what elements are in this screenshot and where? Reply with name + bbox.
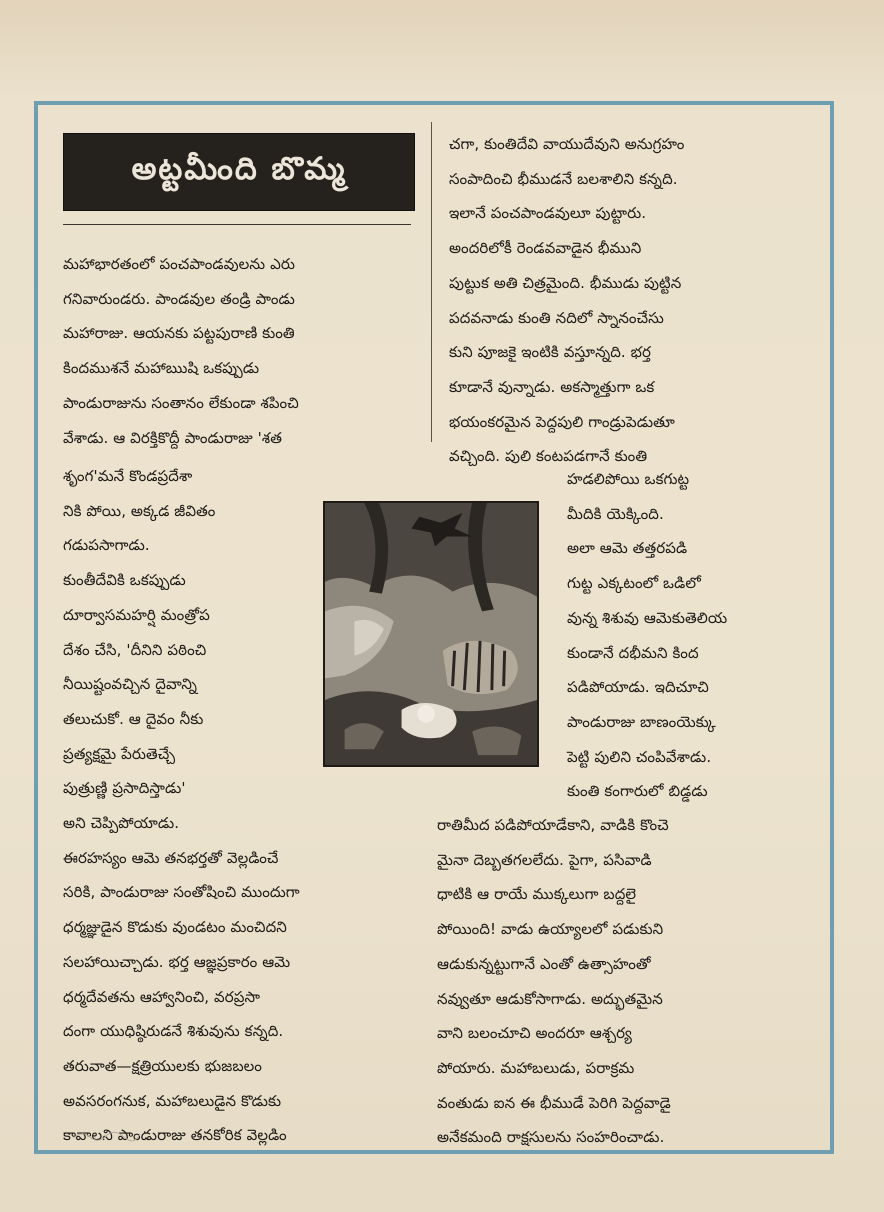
right-column-paragraph-1: చగా, కుంతిదేవి వాయుదేవుని అనుగ్రహం సంపాదించి భీముడనే బలశాలిని కన్నది. ఇలానే పంచపాండవులూ పుట్టారు. అందరిలోకీ రెండవవాడైన భీముని పుట్టుక అతి చిత్రమైంది. భీముడు పుట్టిన పదవనాడు కుంతి నదిలో స్నానంచేసు కుని పూజకై ఇంటికి వస్తూన్నది. భర్త కూడానే వున్నాడు. అకస్మాత్తుగా ఒక భయంకరమైన పెద్దపులి గాండ్రుపెడుతూ వచ్చింది. పులి కంటపడగానే కుంతి bbox=[449, 135, 685, 466]
forest-scene-icon bbox=[325, 503, 537, 765]
tiger-forest-illustration bbox=[323, 501, 539, 767]
column-divider bbox=[431, 122, 432, 442]
title-banner bbox=[63, 133, 415, 211]
right-column-paragraph-2: హడలిపోయి ఒకగుట్ట మీదికి యెక్కింది. అలా ఆమె తత్తరపడి గుట్ట ఎక్కటంలో ఒడిలో వున్న శిశువు ఆమెకుతెలియ కుండానే దభీమని కింద పడిపోయాడు. ఇదిచూచి పాండురాజు బాణంయెక్కు పెట్టి పులిని చంపివేశాడు. కుంతి కంగారులో బిడ్డడు bbox=[567, 470, 728, 801]
faded-pencil-mark-icon bbox=[72, 1128, 142, 1142]
article-title: అట్టమీంది బొమ్మ bbox=[131, 150, 347, 187]
left-column-paragraph-3: అని చెప్పిపోయాడు. ఈరహస్యం ఆమె తనభర్తతో వెల్లడించే సరికి, పాండురాజు సంతోషించి ముందుగా ధర్మజ్ఞుడైన కొడుకు వుండటం మంచిదని సలహాయిచ్చాడు. భర్త ఆజ్ఞప్రకారం ఆమె ధర్మదేవతను ఆహ్వానించి, వరప్రసా దంగా యుధిష్ఠిరుడనే శిశువును కన్నది. తరువాత—క్షత్రియులకు భుజబలం అవసరంగనుక, మహాబలుడైన కొడుకు కావాలని పాండురాజు తనకోరిక వెల్లడిం bbox=[63, 814, 300, 1145]
right-column-paragraph-3: రాతిమీద పడిపోయాడేకాని, వాడికి కొంచె మైనా దెబ్బతగలలేదు. పైగా, పసివాడి ధాటికి ఆ రాయే ముక్కలుగా బద్దలై పోయింది! వాడు ఉయ్యాలలో పడుకుని ఆడుకున్నట్టుగానే ఎంతో ఉత్సాహంతో నవ్వుతూ ఆడుకోసాగాడు. అద్భుతమైన వాని బలంచూచి అందరూ ఆశ్చర్య పోయారు. మహాబలుడు, పరాక్రమ వంతుడు ఐన ఈ భీముడే పెరిగి పెద్దవాడై అనేకమంది రాక్షసులను సంహరించాడు. bbox=[437, 816, 671, 1147]
left-column-paragraph-2: శృంగ'మనే కొండప్రదేశా నికి పోయి, అక్కడ జీవితం గడుపసాగాడు. కుంతీదేవికి ఒకప్పుడు దూర్వాసమహర్షి మంత్రోప దేశం చేసి, 'దీనిని పఠించి నీయిష్టంవచ్చిన దైవాన్ని తలుచుకో. ఆ దైవం నీకు ప్రత్యక్షమై పేరుతెచ్చే పుత్రుణ్ణి ప్రసాదిస్తాడు' bbox=[63, 467, 216, 798]
title-underline bbox=[63, 224, 411, 225]
left-column-paragraph-1: మహాభారతంలో పంచపాండవులను ఎరు గనివారుండరు. పాండవుల తండ్రి పాండు మహారాజు. ఆయనకు పట్టపురాణి కుంతి కిందముశనే మహాఋషి ఒకప్పుడు పాండురాజును సంతానం లేకుండా శపించి వేశాడు. ఆ విరక్తికొద్దీ పాండురాజు 'శత bbox=[63, 255, 299, 447]
